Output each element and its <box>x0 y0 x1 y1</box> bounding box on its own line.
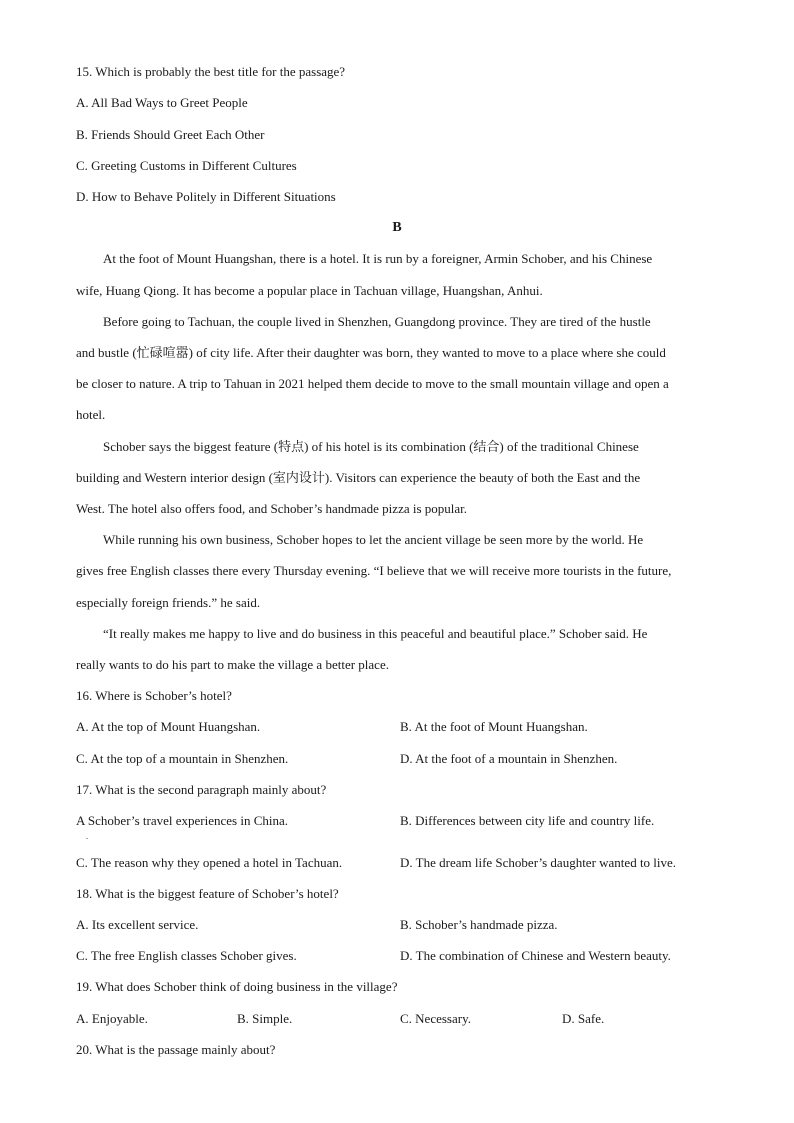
passage-line: hotel. <box>76 407 106 422</box>
q17-option-d: D. The dream life Schober’s daughter wanted to live. <box>400 855 677 870</box>
q19-option-b: B. Simple. <box>237 1011 293 1026</box>
q15-option-d: D. How to Behave Politely in Different Situations <box>76 189 336 204</box>
q17-option-a: A Schober’s travel experiences in China. <box>76 813 289 828</box>
q15-option-c: C. Greeting Customs in Different Cultures <box>76 158 297 173</box>
q18-option-b: B. Schober’s handmade pizza. <box>400 917 558 932</box>
q17-option-b: B. Differences between city life and country life. <box>400 813 655 828</box>
question-18: 18. What is the biggest feature of Schober’s hotel? <box>76 886 339 901</box>
passage-line: “It really makes me happy to live and do business in this peaceful and beautiful place.” Schober said. He <box>103 626 648 641</box>
q19-option-a: A. Enjoyable. <box>76 1011 148 1026</box>
q16-option-a: A. At the top of Mount Huangshan. <box>76 719 261 734</box>
passage-line: really wants to do his part to make the village a better place. <box>76 657 389 672</box>
passage-line: wife, Huang Qiong. It has become a popular place in Tachuan village, Huangshan, Anhui. <box>76 283 543 298</box>
question-17: 17. What is the second paragraph mainly about? <box>76 782 327 797</box>
q15-option-a: A. All Bad Ways to Greet People <box>76 95 248 110</box>
passage-line: be closer to nature. A trip to Tahuan in 2021 helped them decide to move to the small mountain village and open a <box>76 376 669 391</box>
passage-line: West. The hotel also offers food, and Schober’s handmade pizza is popular. <box>76 501 468 516</box>
q15-option-b: B. Friends Should Greet Each Other <box>76 127 265 142</box>
q19-option-c: C. Necessary. <box>400 1011 471 1026</box>
question-15: 15. Which is probably the best title for the passage? <box>76 64 346 79</box>
stray-mark: . <box>86 832 88 841</box>
q18-option-c: C. The free English classes Schober gives. <box>76 948 297 963</box>
passage-line: and bustle (忙碌喧嚣) of city life. After their daughter was born, they wanted to move to a place where she could <box>76 345 666 360</box>
passage-line: especially foreign friends.” he said. <box>76 595 261 610</box>
passage-line: At the foot of Mount Huangshan, there is a hotel. It is run by a foreigner, Armin Schober, and his Chinese <box>103 251 653 266</box>
passage-line: building and Western interior design (室内设计). Visitors can experience the beauty of both the East and the <box>76 470 641 485</box>
section-heading: B <box>392 220 402 235</box>
passage-line: While running his own business, Schober hopes to let the ancient village be seen more by the world. He <box>103 532 644 547</box>
passage-line: Schober says the biggest feature (特点) of his hotel is its combination (结合) of the traditional Chinese <box>103 439 639 454</box>
question-20: 20. What is the passage mainly about? <box>76 1042 276 1057</box>
passage-line: Before going to Tachuan, the couple lived in Shenzhen, Guangdong province. They are tired of the hustle <box>103 314 651 329</box>
q19-option-d: D. Safe. <box>562 1011 605 1026</box>
q16-option-d: D. At the foot of a mountain in Shenzhen. <box>400 751 618 766</box>
passage-line: gives free English classes there every Thursday evening. “I believe that we will receive more tourists in the future, <box>76 563 672 578</box>
question-16: 16. Where is Schober’s hotel? <box>76 688 232 703</box>
q16-option-b: B. At the foot of Mount Huangshan. <box>400 719 588 734</box>
q18-option-a: A. Its excellent service. <box>76 917 199 932</box>
q18-option-d: D. The combination of Chinese and Western beauty. <box>400 948 671 963</box>
q17-option-c: C. The reason why they opened a hotel in Tachuan. <box>76 855 343 870</box>
q16-option-c: C. At the top of a mountain in Shenzhen. <box>76 751 289 766</box>
question-19: 19. What does Schober think of doing business in the village? <box>76 979 398 994</box>
